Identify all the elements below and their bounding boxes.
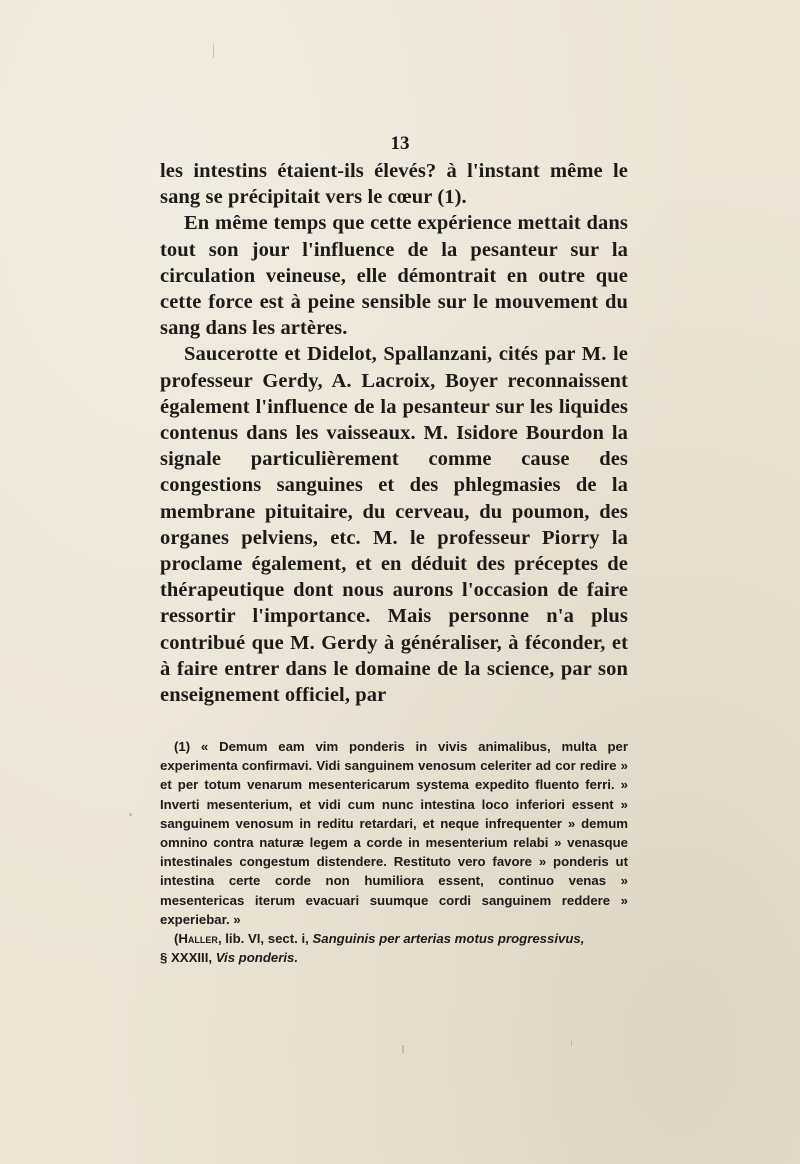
paper-speck bbox=[213, 44, 214, 58]
citation-ref: , lib. VI, sect. i, bbox=[217, 931, 313, 947]
paragraph-2: En même temps que cette expérience mettait dans tout son jour l'influence de la pesanteur sur la circulation veineuse, elle démontrait en outre que cette force est à peine sensible sur le mouvement du sang dans les artères. bbox=[160, 212, 628, 340]
footnote-citation-end bbox=[160, 948, 628, 967]
footnote-citation bbox=[160, 929, 628, 948]
citation-open: ( bbox=[174, 931, 179, 947]
main-text bbox=[160, 158, 628, 708]
paragraph-1: les intestins étaient-ils élevés? à l'instant même le sang se précipitait vers le cœur (1). bbox=[160, 160, 628, 209]
paper-speck bbox=[129, 813, 132, 816]
page-number bbox=[0, 133, 800, 155]
citation-section: § XXXIII, bbox=[160, 950, 216, 966]
citation-subtitle: Vis ponderis. bbox=[215, 950, 299, 966]
paper-speck bbox=[571, 1040, 572, 1046]
footnote-quote: (1) « Demum eam vim ponderis in vivis animalibus, multa per experimenta confirmavi. Vidi sanguinem venosum celeriter ad cor redire » et per totum venarum mesentericarum systema expedito fluento ferri. » Inverti mesenterium, et vidi cum nunc intestina loco inferiori essent » sanguinem venosum in reditu retardari, et neque infrequenter » demum omnino contra naturæ legem a corde in mesenterium relabi » venasque intestinales congestum distendere. Restituto vero favore » ponderis ut intestina certe corde non humiliora essent, continuo venas » mesentericas iterum evacuari suumque cordi sanguinem reddere » experiebar. » bbox=[160, 739, 628, 927]
citation-author: Haller bbox=[178, 931, 218, 947]
paper-speck bbox=[402, 1045, 404, 1053]
paragraph-3: Saucerotte et Didelot, Spallanzani, cités par M. le professeur Gerdy, A. Lacroix, Boyer reconnaissent également l'influence de la pesanteur sur les liquides contenus dans les vaisseaux. M. Isidore Bourdon la signale particulièrement comme cause des congestions sanguines et des phlegmasies de la membrane pituitaire, du cerveau, du poumon, des organes pelviens, etc. M. le professeur Piorry la proclame également, et en déduit des préceptes de thérapeutique dont nous aurons l'occasion de faire ressortir l'importance. Mais personne n'a plus contribué que M. Gerdy à généraliser, à féconder, et à faire entrer dans le domaine de la science, par son enseignement officiel, par bbox=[160, 343, 628, 707]
footnote bbox=[160, 737, 628, 967]
citation-title: Sanguinis per arterias motus progressivus, bbox=[312, 931, 585, 947]
page-number-text: 13 bbox=[390, 133, 410, 154]
